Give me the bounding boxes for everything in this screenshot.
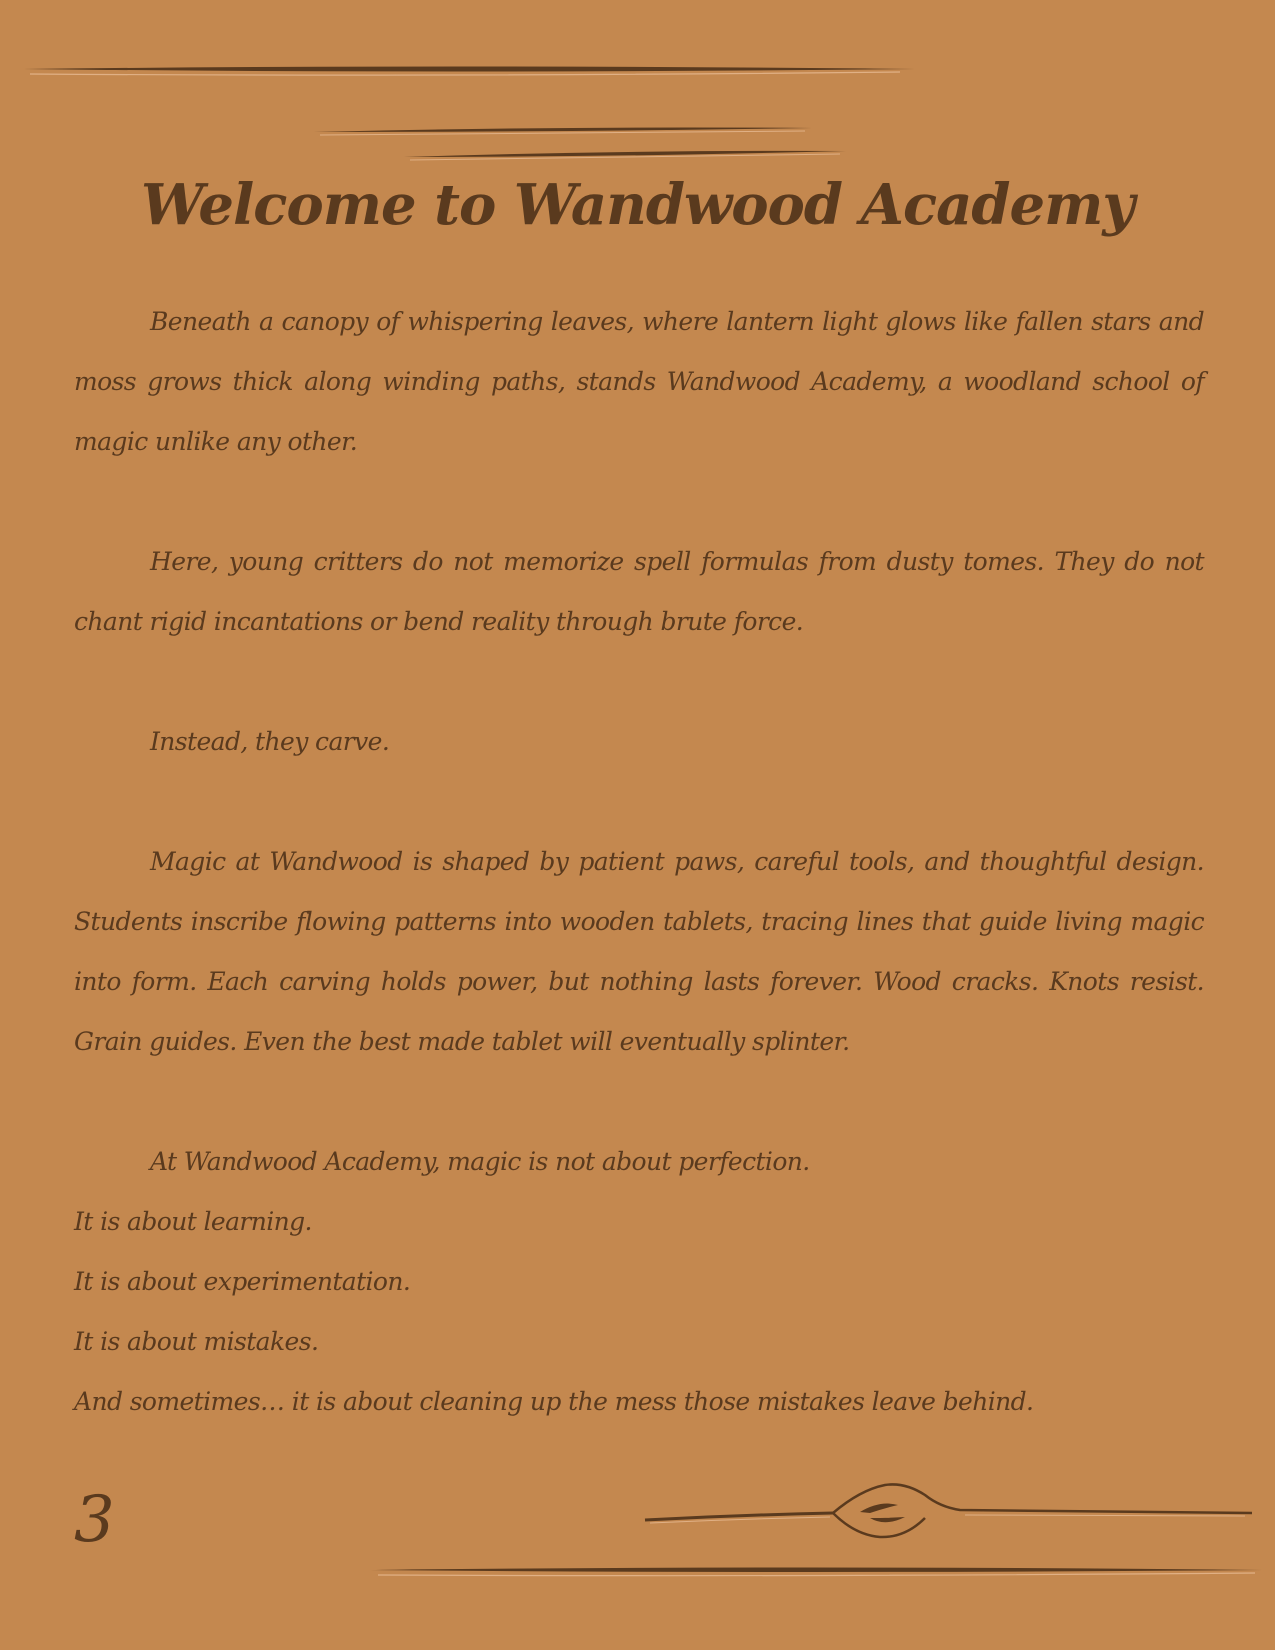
page-number: 3 — [74, 1483, 115, 1557]
closing-line: It is about mistakes. — [74, 1327, 319, 1356]
paragraph-instead-carve: Instead, they carve. — [150, 727, 390, 756]
closing-line: At Wandwood Academy, magic is not about perfection. — [150, 1147, 810, 1176]
closing-line: It is about experimentation. — [74, 1267, 411, 1296]
page-title: Welcome to Wandwood Academy — [141, 172, 1134, 238]
paragraph-magic-shaped: Magic at Wandwood is shaped by patient paws, careful tools, and thoughtful design. Students inscribe flowing patterns into wooden tablets, tracing lines that guide living magic into form. Each carving holds power, but nothing lasts forever. Wood cracks. Knots resist. Grain guides. Even the best made tablet will eventually splinter. — [74, 847, 1204, 1056]
closing-line: It is about learning. — [74, 1207, 312, 1236]
body-text — [74, 292, 1204, 1432]
paragraph-intro: Beneath a canopy of whispering leaves, where lantern light glows like fallen stars and moss grows thick along winding paths, stands Wandwood Academy, a woodland school of magic unlike any other. — [74, 307, 1204, 456]
paragraph-no-formulas: Here, young critters do not memorize spell formulas from dusty tomes. They do not chant rigid incantations or bend reality through brute force. — [74, 547, 1204, 636]
closing-line: And sometimes… it is about cleaning up the mess those mistakes leave behind. — [74, 1387, 1034, 1416]
